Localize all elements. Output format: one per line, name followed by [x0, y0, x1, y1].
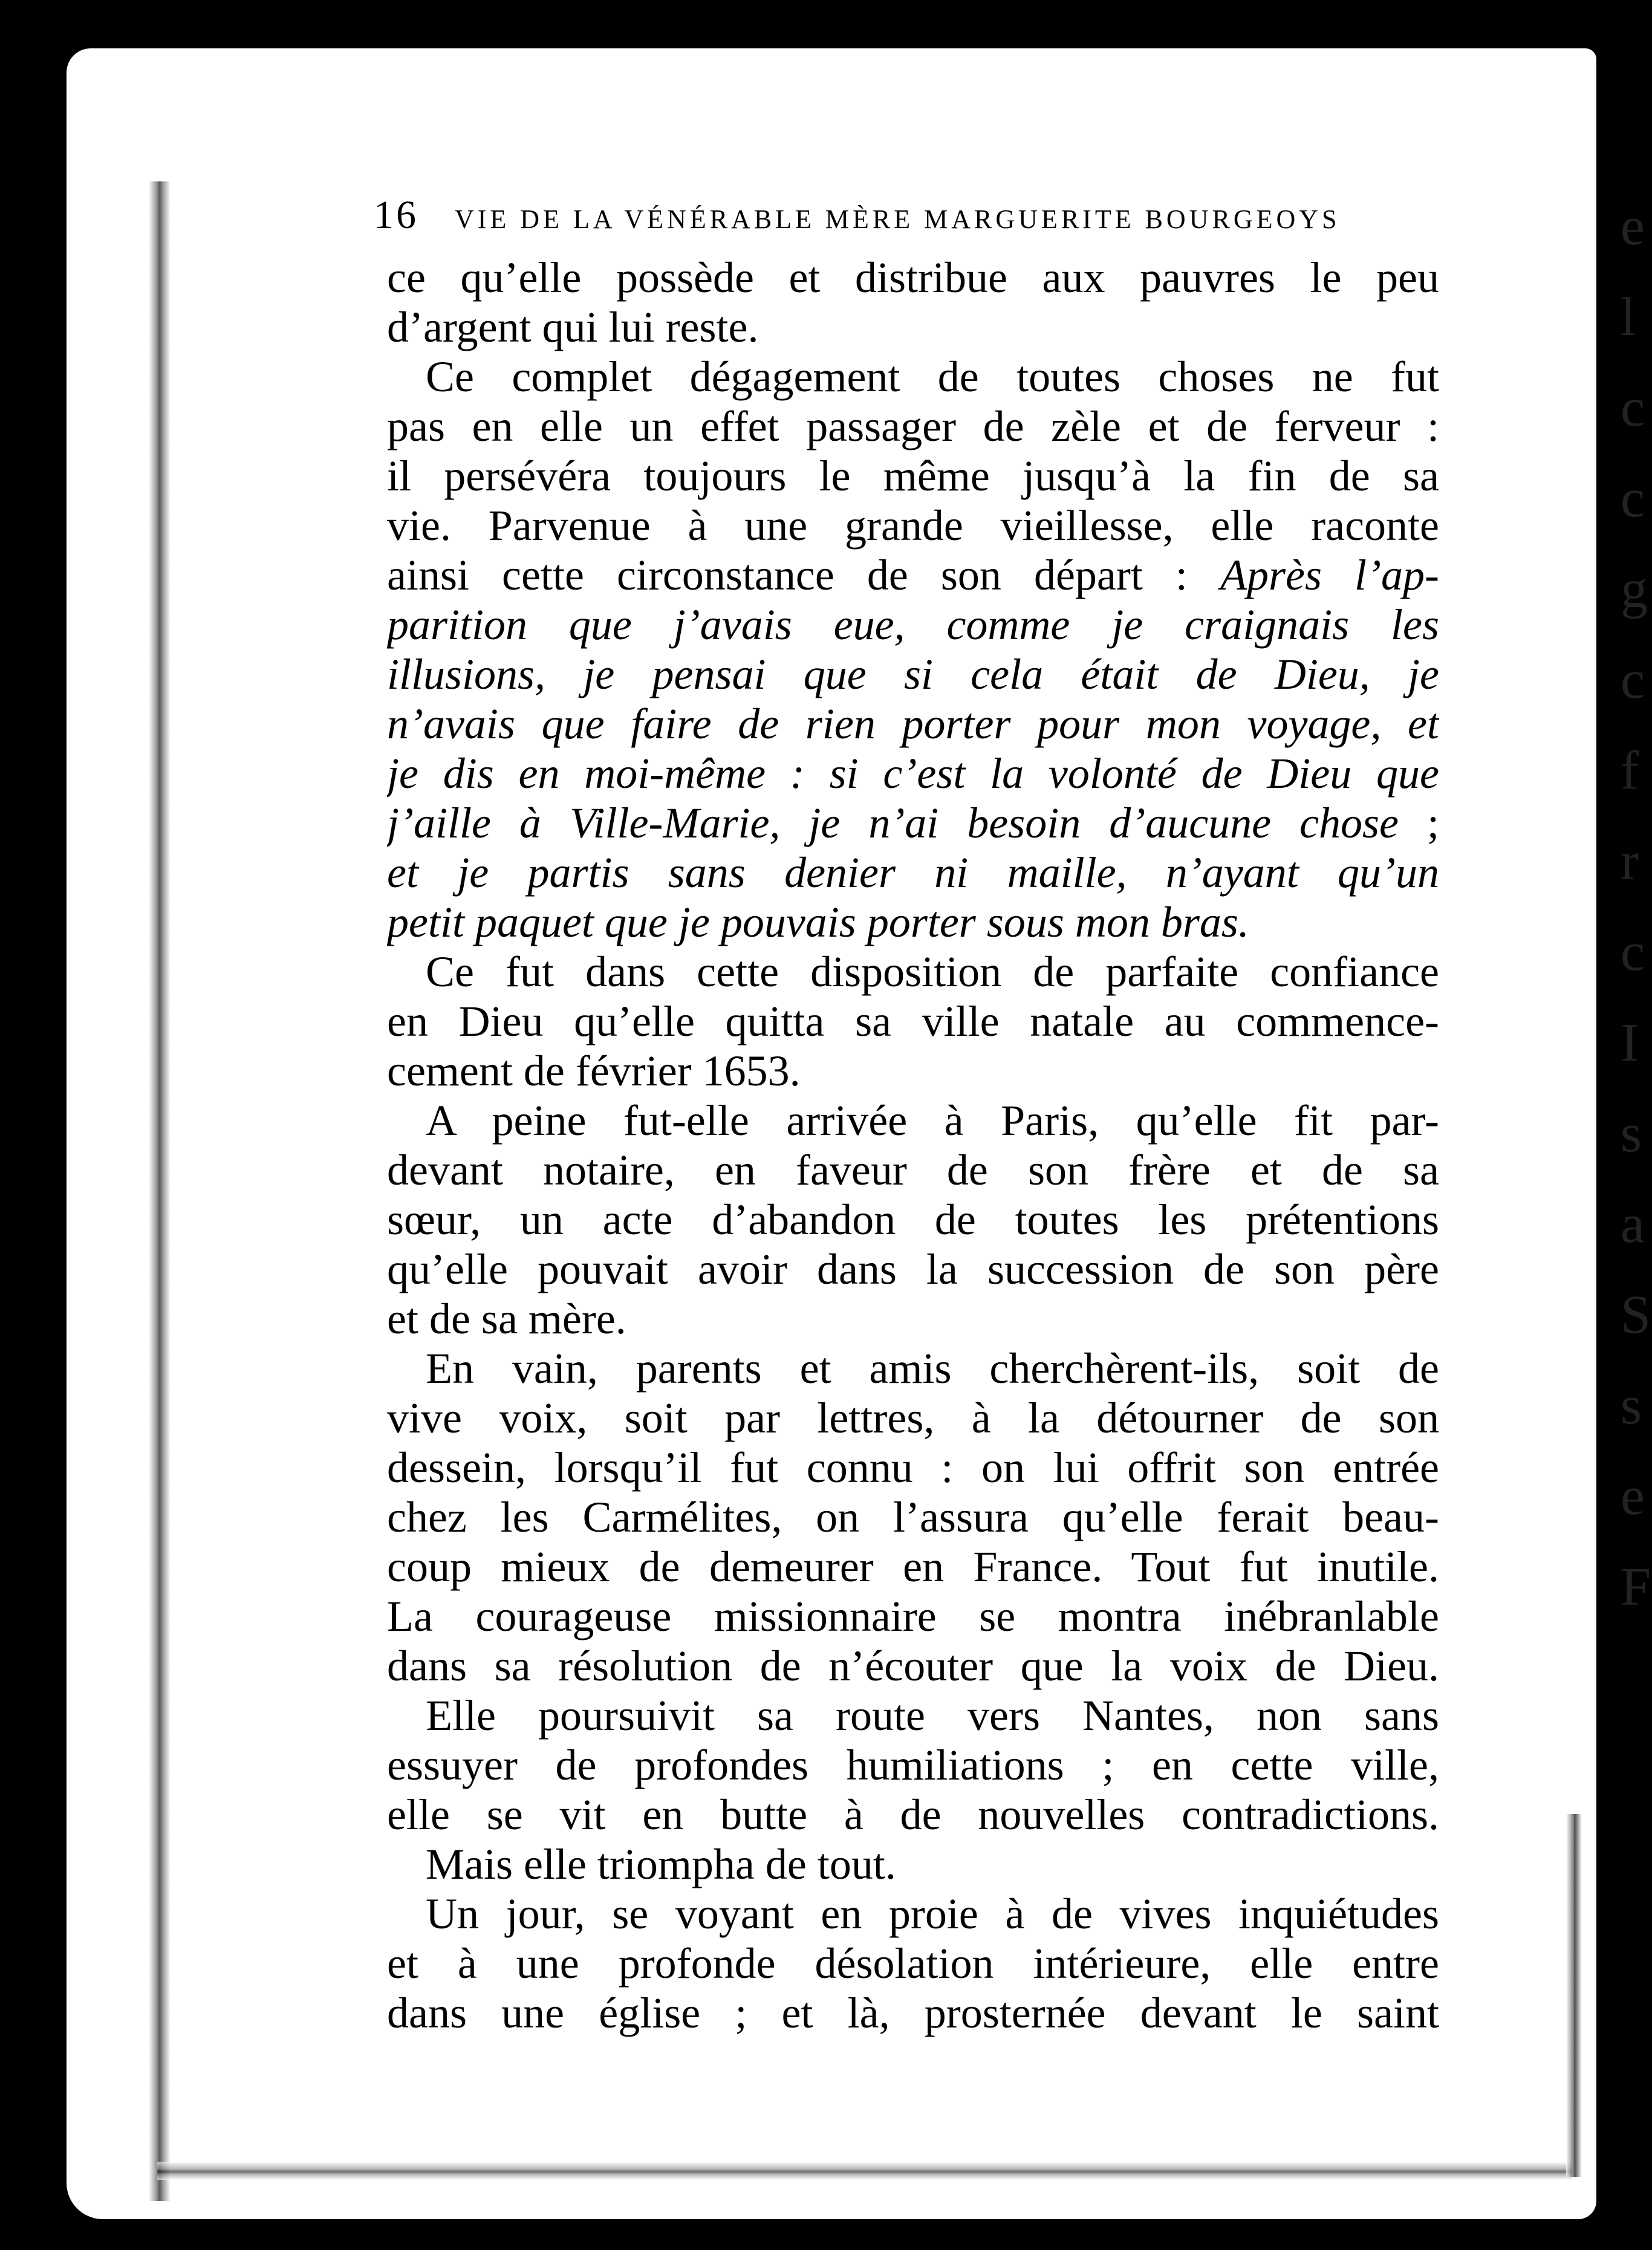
text-line: pas en elle un effet passager de zèle et de ferveur :	[387, 402, 1439, 450]
quotation-line: je dis en moi-même : si c’est la volonté de Dieu que	[387, 749, 1439, 798]
fragment-letter: I	[1621, 1013, 1639, 1073]
text-line: dans une église ; et là, prosternée devant le saint	[387, 1989, 1439, 2037]
paragraph-start-line: Ce fut dans cette disposition de parfaite confiance	[426, 948, 1439, 996]
fragment-letter: e	[1621, 1466, 1645, 1526]
text-line: devant notaire, en faveur de son frère et de sa	[387, 1146, 1439, 1194]
page-edge-shadow-left	[149, 181, 171, 2201]
fragment-letter: s	[1621, 1376, 1642, 1436]
fragment-letter: c	[1621, 650, 1645, 710]
text-line: d’argent qui lui reste.	[387, 303, 759, 351]
text-line: et à une profonde désolation intérieure, elle entre	[387, 1939, 1439, 1988]
quotation-line: illusions, je pensai que si cela était de Dieu, je	[387, 650, 1439, 698]
text-line: coup mieux de demeurer en France. Tout fut inutile.	[387, 1543, 1439, 1591]
text-line: essuyer de profondes humiliations ; en cette ville,	[387, 1741, 1439, 1789]
fragment-letter: r	[1621, 831, 1639, 891]
text-line: dans sa résolution de n’écouter que la voix de Dieu.	[387, 1642, 1439, 1690]
paragraph-start-line: A peine fut-elle arrivée à Paris, qu’elle fit par-	[426, 1096, 1439, 1145]
page-edge-shadow-bottom	[157, 2162, 1572, 2180]
page-edge-shadow-right	[1566, 1814, 1582, 2177]
page-number: 16	[374, 193, 418, 237]
paragraph-start-line: Ce complet dégagement de toutes choses ne fut	[426, 353, 1439, 401]
text-line: il persévéra toujours le même jusqu’à la fin de sa	[387, 452, 1439, 500]
fragment-letter: l	[1621, 287, 1636, 347]
body-text	[387, 253, 1439, 2038]
facing-page-fragment	[1621, 181, 1652, 2177]
text-line: elle se vit en butte à de nouvelles contradictions.	[387, 1790, 1439, 1839]
quotation-segment: Après l’ap-	[1220, 551, 1439, 599]
text-line: ce qu’elle possède et distribue aux pauvres le peu	[387, 253, 1439, 302]
fragment-letter: c	[1621, 469, 1645, 528]
text-line	[387, 550, 1439, 600]
text-line: en Dieu qu’elle quitta sa ville natale au commence-	[387, 997, 1439, 1045]
punctuation: ;	[1426, 799, 1439, 847]
fragment-letter: F	[1621, 1557, 1651, 1617]
text-line: dessein, lorsqu’il fut connu : on lui offrit son entrée	[387, 1443, 1439, 1492]
running-head	[374, 192, 1438, 247]
text-line	[387, 798, 1439, 848]
text-line: vie. Parvenue à une grande vieillesse, elle raconte	[387, 501, 1439, 550]
fragment-letter: e	[1621, 197, 1645, 256]
quotation-line: petit paquet que je pouvais porter sous mon bras.	[387, 898, 1249, 946]
quotation-segment: j’aille à Ville-Marie, je n’ai besoin d’aucune chose	[387, 799, 1399, 847]
text-line: et de sa mère.	[387, 1295, 626, 1343]
text-line: vive voix, soit par lettres, à la détourner de son	[387, 1394, 1439, 1442]
text-line: qu’elle pouvait avoir dans la succession de son père	[387, 1245, 1439, 1293]
quotation-line: parition que j’avais eue, comme je craignais les	[387, 600, 1439, 649]
running-title: VIE DE LA VÉNÉRABLE MÈRE MARGUERITE BOURGEOYS	[455, 204, 1341, 234]
fragment-letter: c	[1621, 922, 1645, 982]
fragment-letter: S	[1621, 1285, 1651, 1345]
text-line: sœur, un acte d’abandon de toutes les prétentions	[387, 1195, 1439, 1244]
paragraph-start-line: En vain, parents et amis cherchèrent-ils, soit de	[426, 1344, 1439, 1393]
fragment-letter: g	[1621, 559, 1648, 619]
paragraph-start-line: Elle poursuivit sa route vers Nantes, non sans	[426, 1691, 1439, 1740]
quotation-line: et je partis sans denier ni maille, n’ayant qu’un	[387, 848, 1439, 897]
text-line: chez les Carmélites, on l’assura qu’elle ferait beau-	[387, 1493, 1439, 1541]
text-line: cement de février 1653.	[387, 1047, 801, 1095]
fragment-letter: a	[1621, 1194, 1645, 1254]
fragment-letter: f	[1621, 741, 1639, 801]
paragraph-start-line: Un jour, se voyant en proie à de vives inquiétudes	[426, 1890, 1439, 1938]
paragraph-start-line: Mais elle triompha de tout.	[426, 1840, 896, 1888]
fragment-letter: s	[1621, 1104, 1642, 1163]
quotation-line: n’avais que faire de rien porter pour mon voyage, et	[387, 700, 1439, 748]
text-segment: ainsi cette circonstance de son départ :	[387, 551, 1188, 599]
text-line: La courageuse missionnaire se montra inébranlable	[387, 1592, 1439, 1640]
fragment-letter: c	[1621, 378, 1645, 438]
